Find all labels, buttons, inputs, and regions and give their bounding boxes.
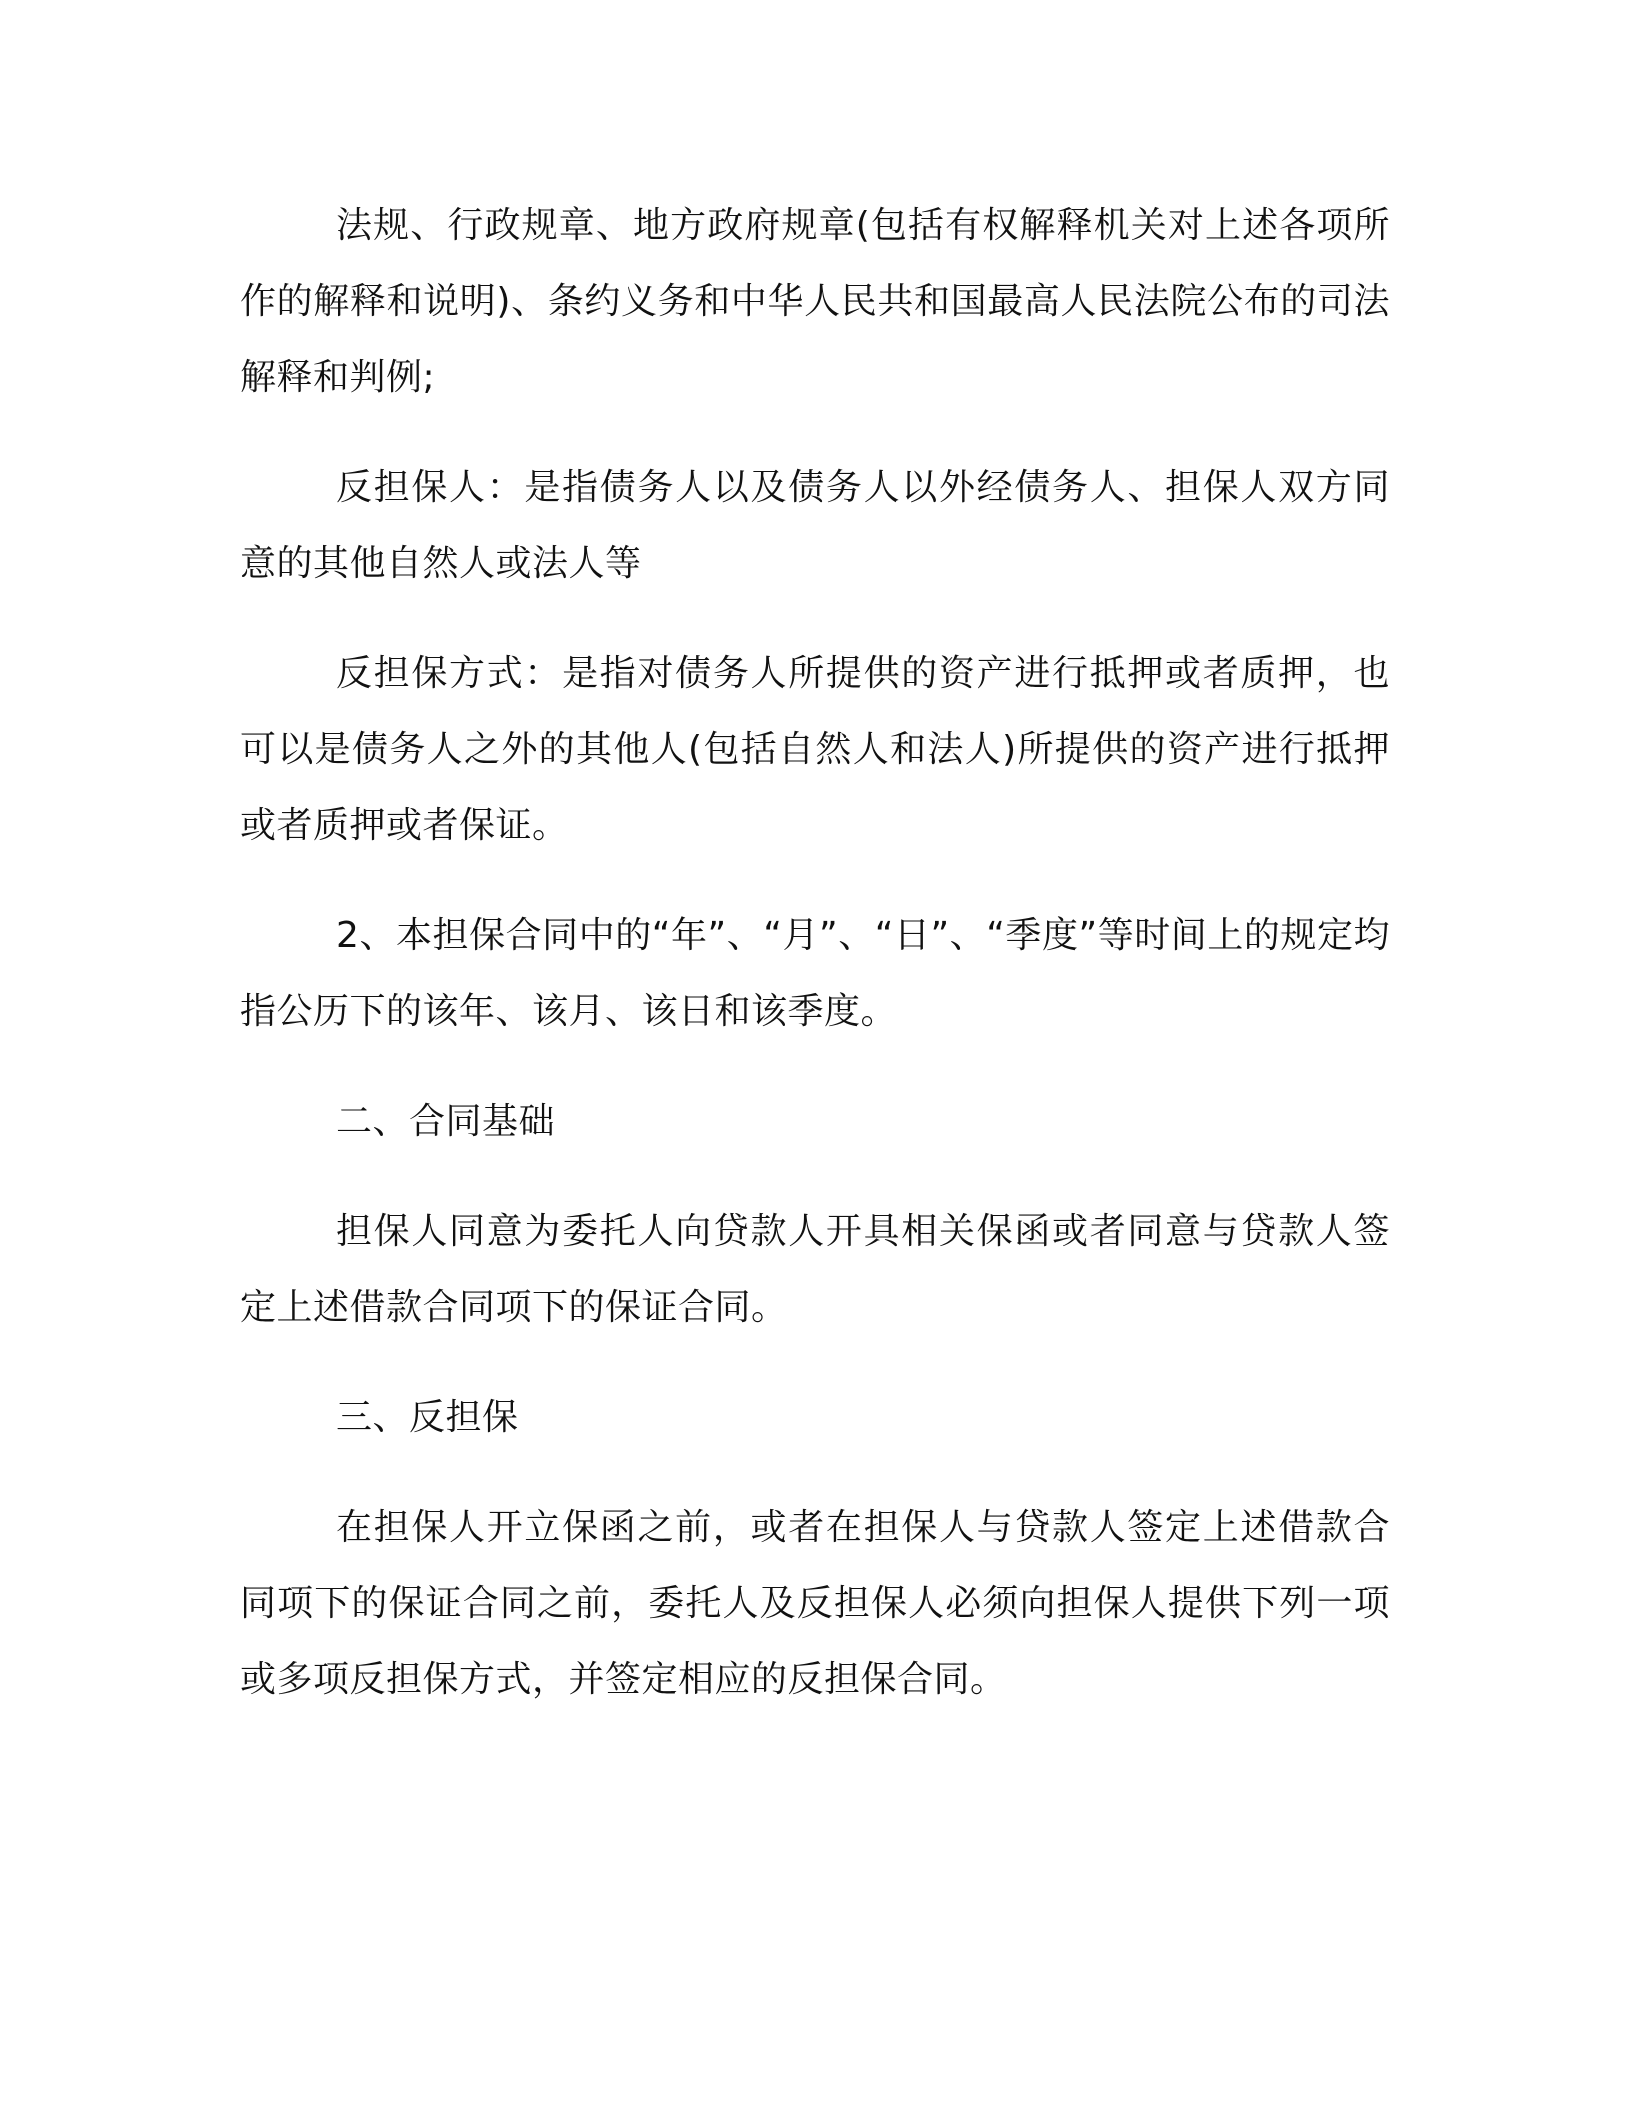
paragraph-counter-guarantor: 反担保人：是指债务人以及债务人以外经债务人、担保人双方同意的其他自然人或法人等 (240, 467, 1390, 584)
paragraph-time-definitions: 2、本担保合同中的“年”、“月”、“日”、“季度”等时间上的规定均指公历下的该年、该月、该日和该季度。 (240, 915, 1390, 1032)
paragraph-legal-definitions: 法规、行政规章、地方政府规章(包括有权解释机关对上述各项所作的解释和说明)、条约义务和中华人民共和国最高人民法院公布的司法解释和判例; (240, 205, 1390, 398)
document-body (240, 188, 1390, 1752)
paragraph-contract-basis: 担保人同意为委托人向贷款人开具相关保函或者同意与贷款人签定上述借款合同项下的保证合同。 (240, 1211, 1390, 1328)
section-heading-counter-guarantee: 三、反担保 (336, 1397, 519, 1438)
paragraph-counter-guarantee-method: 反担保方式：是指对债务人所提供的资产进行抵押或者质押，也可以是债务人之外的其他人(包括自然人和法人)所提供的资产进行抵押或者质押或者保证。 (240, 653, 1390, 846)
paragraph-counter-guarantee: 在担保人开立保函之前，或者在担保人与贷款人签定上述借款合同项下的保证合同之前，委托人及反担保人必须向担保人提供下列一项或多项反担保方式，并签定相应的反担保合同。 (240, 1507, 1390, 1700)
section-heading-contract-basis: 二、合同基础 (336, 1101, 556, 1142)
